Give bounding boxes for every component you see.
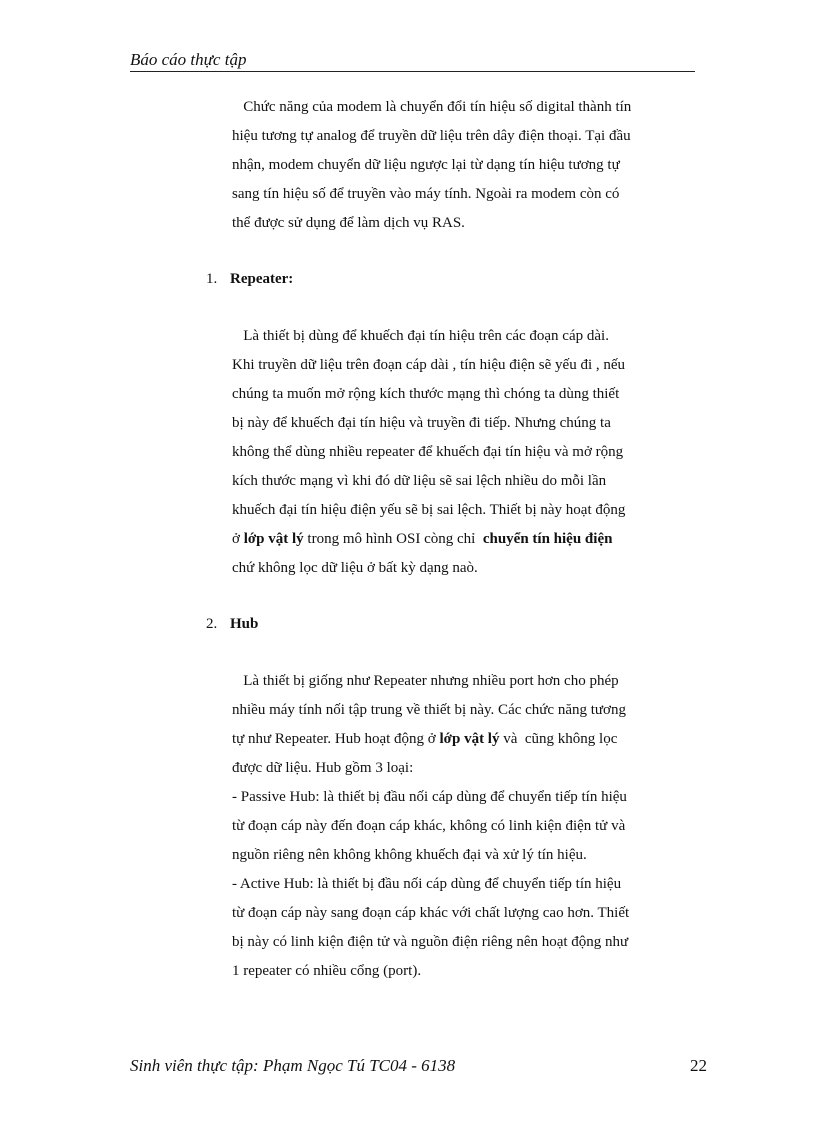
- section-heading-repeater: [206, 269, 293, 289]
- text-line: 1 repeater có nhiều cổng (port).: [232, 963, 422, 979]
- page-number: 22: [690, 1056, 707, 1075]
- section-title: Repeater:: [230, 271, 294, 287]
- bold-term: chuyển tín hiệu điện: [482, 531, 613, 547]
- text-line: nhận, modem chuyển dữ liệu ngược lại từ dạng tín hiệu tương tự: [232, 157, 620, 173]
- text-line: kích thước mạng vì khi đó dữ liệu sẽ sai lệch nhiều do mỗi lần: [232, 473, 607, 489]
- footer-author: Sinh viên thực tập: Phạm Ngọc Tú TC04 - 6138: [130, 1056, 456, 1075]
- text-run: tự như Repeater. Hub hoạt động ở: [232, 731, 440, 747]
- text-line: từ đoạn cáp này sang đoạn cáp khác với chất lượng cao hơn. Thiết: [232, 905, 630, 921]
- text-line: - Active Hub: là thiết bị đầu nối cáp dùng để chuyển tiếp tín hiệu: [232, 876, 622, 892]
- hub-paragraph: [232, 667, 694, 986]
- text-line: từ đoạn cáp này đến đoạn cáp khác, không có linh kiện điện tử và: [232, 818, 626, 834]
- text-line: bị này để khuếch đại tín hiệu và truyền đi tiếp. Nhưng chúng ta: [232, 415, 611, 431]
- text-line: Là thiết bị giống như Repeater nhưng nhiều port hơn cho phép: [232, 673, 619, 689]
- bold-term: lớp vật lý: [439, 731, 500, 747]
- page-header: [130, 50, 695, 72]
- text-run: ở: [232, 531, 244, 547]
- section-heading-hub: [206, 614, 258, 634]
- header-title: Báo cáo thực tập: [130, 50, 247, 69]
- text-line: Khi truyền dữ liệu trên đoạn cáp dài , tín hiệu điện sẽ yếu đi , nếu: [232, 357, 626, 373]
- repeater-paragraph: [232, 322, 694, 583]
- text-line: chúng ta muốn mở rộng kích thước mạng thì chóng ta dùng thiết: [232, 386, 620, 402]
- text-line: Chức năng của modem là chuyển đổi tín hiệu số digital thành tín: [232, 99, 632, 115]
- text-line: sang tín hiệu số để truyền vào máy tính. Ngoài ra modem còn có: [232, 186, 620, 202]
- text-line: - Passive Hub: là thiết bị đầu nối cáp dùng để chuyển tiếp tín hiệu: [232, 789, 627, 805]
- text-line: chứ không lọc dữ liệu ở bất kỳ dạng naò.: [232, 560, 478, 576]
- intro-paragraph: [232, 93, 694, 238]
- text-line: được dữ liệu. Hub gồm 3 loại:: [232, 760, 414, 776]
- bold-term: lớp vật lý: [243, 531, 304, 547]
- text-line: thể được sử dụng để làm dịch vụ RAS.: [232, 215, 465, 231]
- text-line-mixed: [232, 725, 694, 754]
- text-line: nguồn riêng nên không không khuếch đại và xử lý tín hiệu.: [232, 847, 587, 863]
- section-title: Hub: [230, 616, 259, 632]
- text-line: nhiều máy tính nối tập trung về thiết bị này. Các chức năng tương: [232, 702, 626, 718]
- text-line: Là thiết bị dùng để khuếch đại tín hiệu trên các đoạn cáp dài.: [232, 328, 609, 344]
- section-number: 1.: [206, 271, 218, 287]
- text-line: khuếch đại tín hiệu điện yếu sẽ bị sai lệch. Thiết bị này hoạt động: [232, 502, 626, 518]
- text-line: bị này có linh kiện điện tử và nguồn điện riêng nên hoạt động như: [232, 934, 629, 950]
- text-line: hiệu tương tự analog để truyền dữ liệu trên dây điện thoại. Tại đầu: [232, 128, 631, 144]
- text-line: không thể dùng nhiều repeater để khuếch đại tín hiệu và mở rộng: [232, 444, 624, 460]
- text-run: và cũng không lọc: [499, 731, 618, 747]
- section-number: 2.: [206, 616, 218, 632]
- text-line-mixed: [232, 525, 694, 554]
- text-run: trong mô hình OSI còng chỉ: [303, 531, 483, 547]
